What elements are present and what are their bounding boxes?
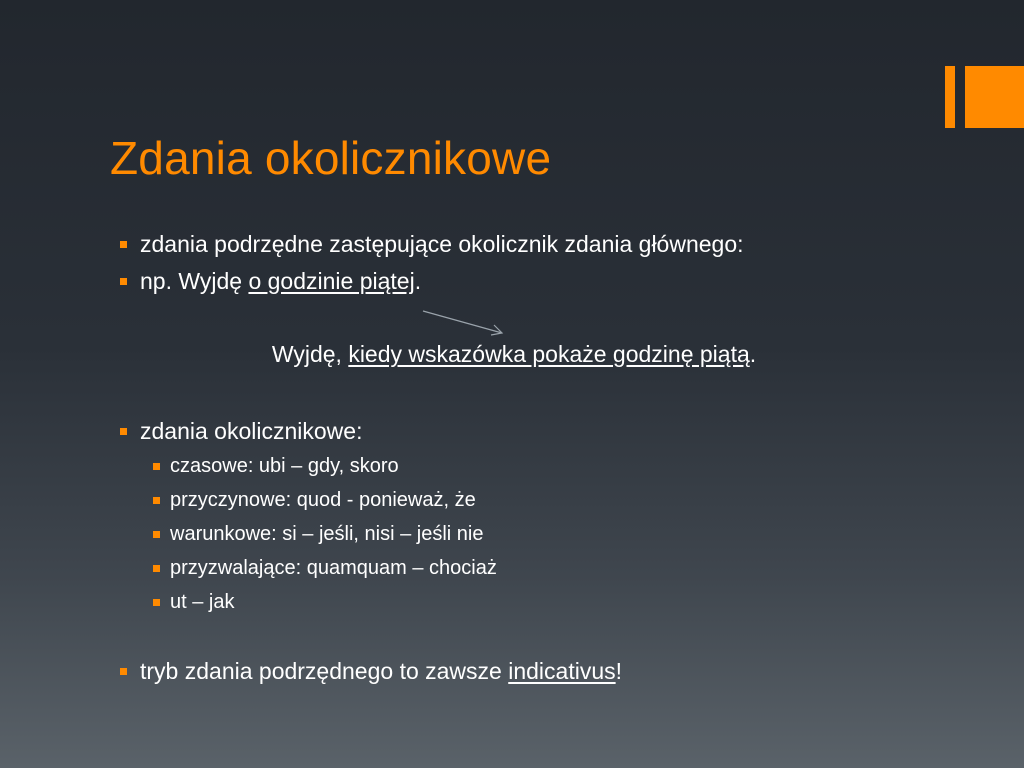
bullet-marker (120, 668, 127, 675)
example-underlined-clause: kiedy wskazówka pokaże godzinę piątą (348, 341, 750, 367)
bullet-text-prefix: np. Wyjdę (140, 268, 249, 294)
example-suffix: . (749, 341, 757, 367)
sub-bullet-item (170, 557, 497, 580)
underlined-term: indicativus (508, 658, 616, 684)
sub-bullet-text: czasowe: ubi – gdy, skoro (170, 455, 399, 477)
bullet-item (140, 268, 421, 295)
example-prefix: Wyjdę, (271, 341, 349, 367)
bullet-marker (153, 599, 160, 606)
bullet-marker (153, 531, 160, 538)
bullet-marker (153, 463, 160, 470)
sub-bullet-text: warunkowe: si – jeśli, nisi – jeśli nie (170, 523, 484, 545)
underlined-phrase: o godzinie piątej (248, 268, 415, 294)
bullet-marker (120, 241, 127, 248)
sub-bullet-text: ut – jak (170, 591, 235, 613)
bullet-marker (153, 565, 160, 572)
bullet-item (140, 418, 362, 445)
sub-bullet-text: przyczynowe: quod - ponieważ, że (170, 489, 476, 511)
bullet-text-suffix: . (414, 268, 422, 294)
example-sentence (0, 341, 1024, 368)
bullet-item (140, 231, 744, 258)
bullet-text-suffix: ! (615, 658, 623, 684)
sub-bullet-item (170, 489, 476, 512)
bullet-text-prefix: tryb zdania podrzędnego to zawsze (140, 658, 509, 684)
arrow-icon (418, 305, 508, 337)
sub-bullet-item (170, 523, 483, 546)
decorative-accent-bar-thin (945, 66, 955, 128)
bullet-text: zdania okolicznikowe: (140, 418, 363, 444)
bullet-marker (120, 428, 127, 435)
bullet-marker (120, 278, 127, 285)
slide-title: Zdania okolicznikowe (110, 132, 552, 184)
bullet-text: zdania podrzędne zastępujące okolicznik zdania głównego: (140, 231, 744, 257)
sub-bullet-text: przyzwalające: quamquam – chociaż (170, 557, 497, 579)
sub-bullet-item (170, 591, 234, 614)
bullet-marker (153, 497, 160, 504)
decorative-accent-bar-thick (965, 66, 1024, 128)
sub-bullet-item (170, 455, 399, 478)
bullet-item (140, 658, 622, 685)
